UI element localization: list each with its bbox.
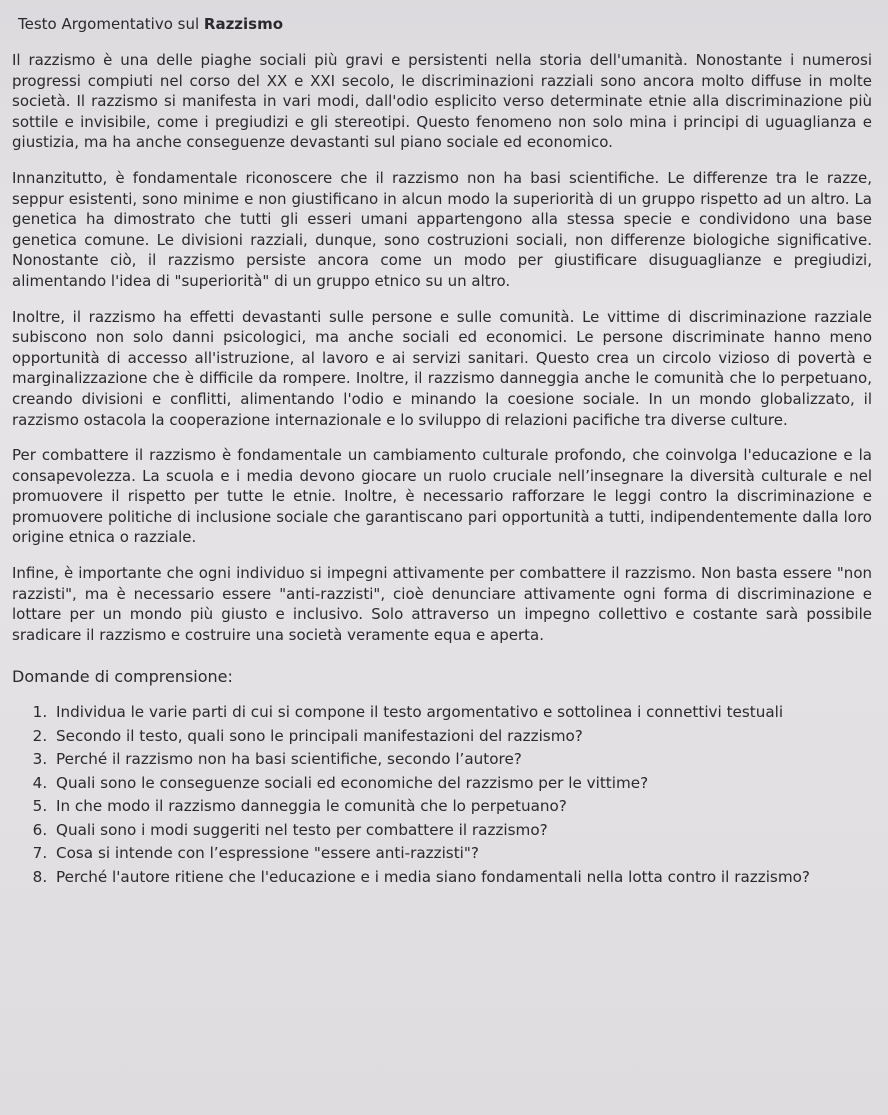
question-item: 7. Cosa si intende con l’espressione "essere anti-razzisti"? (52, 842, 872, 866)
question-item: 8. Perché l'autore ritiene che l'educazione e i media siano fondamentali nella lotta contro il razzismo? (52, 866, 872, 890)
question-item: 2. Secondo il testo, quali sono le principali manifestazioni del razzismo? (52, 725, 872, 749)
questions-list (12, 701, 872, 889)
question-item: 3. Perché il razzismo non ha basi scientifiche, secondo l’autore? (52, 748, 872, 772)
title-prefix: Testo Argomentativo sul (18, 15, 204, 33)
document-title (18, 14, 872, 34)
title-keyword: Razzismo (203, 15, 284, 33)
question-item: 4. Quali sono le conseguenze sociali ed economiche del razzismo per le vittime? (52, 772, 872, 796)
paragraph-conclusion: Infine, è importante che ogni individuo si impegni attivamente per combattere il razzismo. Non basta essere "non razzisti", ma è necessario essere "anti-razzisti", cioè denunciare attivamente ogni forma di discriminazione e lottare per un mondo più giusto e inclusivo. Solo attraverso un impegno collettivo e costante sarà possibile sradicare il razzismo e costruire una società veramente equa e aperta. (12, 564, 872, 644)
paragraph-scientific-basis: Innanzitutto, è fondamentale riconoscere che il razzismo non ha basi scientifiche. Le differenze tra le razze, seppur esistenti, sono minime e non giustificano in alcun modo la superiorità di un gruppo rispetto ad un altro. La genetica ha dimostrato che tutti gli esseri umani appartengono alla stessa specie e condividono una base genetica comune. Le divisioni razziali, dunque, sono costruzioni sociali, non differenze biologiche significative. Nonostante ciò, il razzismo persiste ancora come un modo per giustificare disuguaglianze e pregiudizi, alimentando l'idea di "superiorità" di un gruppo etnico su un altro. (12, 168, 872, 290)
question-item: 6. Quali sono i modi suggeriti nel testo per combattere il razzismo? (52, 819, 872, 843)
question-item: 1. Individua le varie parti di cui si compone il testo argomentativo e sottolinea i connettivi testuali (52, 701, 872, 725)
paragraph-intro: Il razzismo è una delle piaghe sociali più gravi e persistenti nella storia dell'umanità. Nonostante i numerosi progressi compiuti nel corso del XX e XXI secolo, le discriminazioni razziali sono ancora molto diffuse in molte società. Il razzismo si manifesta in vari modi, dall'odio esplicito verso determinate etnie alla discriminazione più sottile e invisibile, come i pregiudizi e gli stereotipi. Questo fenomeno non solo mina i principi di uguaglianza e giustizia, ma ha anche conseguenze devastanti sul piano sociale ed economico. (12, 51, 872, 152)
paragraph-effects: Inoltre, il razzismo ha effetti devastanti sulle persone e sulle comunità. Le vittime di discriminazione razziale subiscono non solo danni psicologici, ma anche sociali ed economici. Le persone discriminate hanno meno opportunità di accesso all'istruzione, al lavoro e ai servizi sanitari. Questo crea un circolo vizioso di povertà e marginalizzazione che è difficile da rompere. Inoltre, il razzismo danneggia anche le comunità che lo perpetuano, creando divisioni e conflitti, alimentando l'odio e minando la coesione sociale. In un mondo globalizzato, il razzismo ostacola la cooperazione internazionale e lo sviluppo di relazioni pacifiche tra diverse culture. (12, 307, 872, 429)
questions-heading: Domande di comprensione: (12, 667, 233, 687)
question-item: 5. In che modo il razzismo danneggia le comunità che lo perpetuano? (52, 795, 872, 819)
paragraph-cultural-change: Per combattere il razzismo è fondamentale un cambiamento culturale profondo, che coinvolga l'educazione e la consapevolezza. La scuola e i media devono giocare un ruolo cruciale nell’insegnare la diversità culturale e nel promuovere il rispetto per tutte le etnie. Inoltre, è necessario rafforzare le leggi contro la discriminazione e promuovere politiche di inclusione sociale che garantiscano pari opportunità a tutti, indipendentemente dalla loro origine etnica o razziale. (12, 446, 872, 547)
